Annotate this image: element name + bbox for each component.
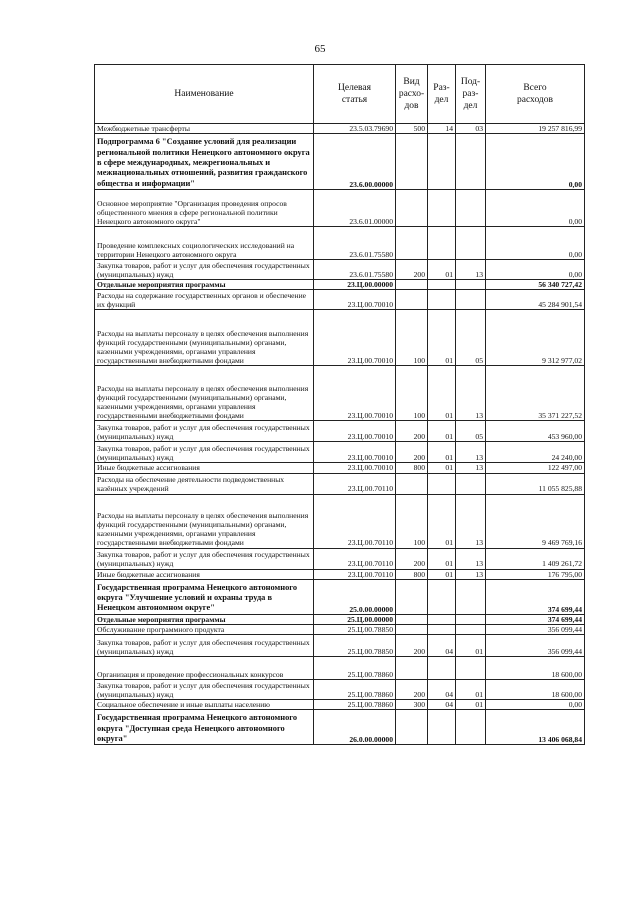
table-body [95,124,585,745]
row-subsection: 13 [456,494,486,548]
row-name: Отдельные мероприятия программы [95,280,314,290]
row-subsection: 13 [456,366,486,421]
header-total: Всего расходов [486,65,585,124]
row-amount: 453 960,00 [486,421,585,442]
row-section [428,134,456,190]
row-expense-type: 800 [396,569,428,579]
row-target-code: 25.Ц.00.78850 [314,625,396,635]
row-subsection [456,625,486,635]
table-row [95,625,585,635]
header-target: Целевая статья [314,65,396,124]
row-expense-type: 200 [396,260,428,280]
row-name: Отдельные мероприятия программы [95,614,314,624]
row-target-code: 23.Ц.00.70110 [314,548,396,569]
row-subsection [456,710,486,745]
row-expense-type: 100 [396,310,428,366]
table-row [95,473,585,494]
row-target-code: 23.Ц.00.70010 [314,290,396,310]
row-target-code: 23.6.00.00000 [314,134,396,190]
table-row [95,134,585,190]
header-name: Наименование [95,65,314,124]
row-name: Основное мероприятие "Организация проведения опросов общественного мнения в сфере региональной политики Ненецкого автономного округа" [95,190,314,227]
row-expense-type: 100 [396,494,428,548]
row-target-code: 23.Ц.00.70110 [314,494,396,548]
row-subsection: 03 [456,124,486,134]
row-subsection [456,473,486,494]
header-section: Раз- дел [428,65,456,124]
row-target-code: 25.Ц.00.78850 [314,635,396,657]
table-row [95,548,585,569]
row-amount: 35 371 227,52 [486,366,585,421]
row-amount: 0,00 [486,227,585,260]
table-row [95,421,585,442]
table-row [95,290,585,310]
row-subsection: 13 [456,463,486,473]
table-row [95,463,585,473]
row-subsection [456,280,486,290]
page-number: 65 [314,43,326,55]
row-section: 01 [428,260,456,280]
row-name: Государственная программа Ненецкого автономного округа "Улучшение условий и охраны труда в Ненецком автономном округе" [95,579,314,614]
row-section: 01 [428,442,456,463]
row-target-code: 23.Ц.00.70010 [314,366,396,421]
row-amount: 9 312 977,02 [486,310,585,366]
row-amount: 374 699,44 [486,579,585,614]
row-name: Закупка товаров, работ и услуг для обеспечения государственных (муниципальных) нужд [95,680,314,700]
row-target-code: 23.Ц.00.70010 [314,310,396,366]
row-section [428,710,456,745]
row-name: Организация и проведение профессиональных конкурсов [95,657,314,680]
row-amount: 0,00 [486,260,585,280]
row-amount: 176 795,00 [486,569,585,579]
row-subsection: 05 [456,421,486,442]
table-row [95,124,585,134]
row-amount: 0,00 [486,700,585,710]
row-subsection: 13 [456,569,486,579]
row-amount: 19 257 816,99 [486,124,585,134]
table-row [95,635,585,657]
row-amount: 0,00 [486,134,585,190]
row-subsection: 01 [456,680,486,700]
row-target-code: 23.5.03.79690 [314,124,396,134]
row-expense-type: 200 [396,442,428,463]
row-expense-type [396,280,428,290]
row-name: Иные бюджетные ассигнования [95,463,314,473]
header-subsection: Под- раз- дел [456,65,486,124]
row-subsection: 13 [456,260,486,280]
row-name: Расходы на выплаты персоналу в целях обеспечения выполнения функций государственными (муниципальными) органами, казенными учреждениями, органами управления государственными внебюджетными фондами [95,494,314,548]
header-type: Вид расхо- дов [396,65,428,124]
row-section [428,657,456,680]
row-amount: 24 240,00 [486,442,585,463]
table-row [95,494,585,548]
row-expense-type [396,625,428,635]
row-name: Проведение комплексных социологических исследований на территории Ненецкого автономного округа [95,227,314,260]
row-target-code: 23.6.01.00000 [314,190,396,227]
row-expense-type: 200 [396,635,428,657]
row-section: 01 [428,569,456,579]
table-row [95,700,585,710]
row-expense-type [396,657,428,680]
row-name: Подпрограмма 6 "Создание условий для реализации региональной политики Ненецкого автономного округа в сфере международных, межрегиональных и межнациональных отношений, развития гражданского общества и информации" [95,134,314,190]
row-expense-type [396,290,428,310]
row-subsection [456,190,486,227]
row-name: Обслуживание программного продукта [95,625,314,635]
row-subsection [456,614,486,624]
row-name: Социальное обеспечение и иные выплаты населению [95,700,314,710]
row-name: Государственная программа Ненецкого автономного округа "Доступная среда Ненецкого автономного округа" [95,710,314,745]
row-target-code: 23.Ц.00.70010 [314,463,396,473]
table-row [95,310,585,366]
table-row [95,710,585,745]
row-section: 01 [428,494,456,548]
row-amount: 1 409 261,72 [486,548,585,569]
table-row [95,227,585,260]
row-name: Закупка товаров, работ и услуг для обеспечения государственных (муниципальных) нужд [95,442,314,463]
row-subsection: 13 [456,442,486,463]
row-subsection: 13 [456,548,486,569]
row-section: 14 [428,124,456,134]
row-section [428,227,456,260]
row-section: 01 [428,548,456,569]
row-name: Закупка товаров, работ и услуг для обеспечения государственных (муниципальных) нужд [95,548,314,569]
row-amount: 374 699,44 [486,614,585,624]
table-row [95,569,585,579]
row-target-code: 23.6.01.75580 [314,260,396,280]
row-expense-type: 300 [396,700,428,710]
row-section: 01 [428,310,456,366]
row-target-code: 26.0.00.00000 [314,710,396,745]
row-subsection [456,134,486,190]
table-row [95,190,585,227]
table-row [95,366,585,421]
row-target-code: 23.Ц.00.70110 [314,569,396,579]
row-subsection: 01 [456,635,486,657]
row-target-code: 23.6.01.75580 [314,227,396,260]
row-name: Расходы на выплаты персоналу в целях обеспечения выполнения функций государственными (муниципальными) органами, казенными учреждениями, органами управления государственными внебюджетными фондами [95,366,314,421]
row-section [428,625,456,635]
row-name: Межбюджетные трансферты [95,124,314,134]
row-subsection [456,227,486,260]
row-expense-type: 800 [396,463,428,473]
row-amount: 11 055 825,88 [486,473,585,494]
table-row [95,442,585,463]
row-expense-type [396,190,428,227]
row-section [428,280,456,290]
row-target-code: 25.Ц.00.00000 [314,614,396,624]
row-expense-type [396,473,428,494]
row-section: 01 [428,463,456,473]
table-row [95,657,585,680]
table-row [95,579,585,614]
table-row [95,680,585,700]
row-name: Расходы на обеспечение деятельности подведомственных казённых учреждений [95,473,314,494]
row-expense-type: 200 [396,548,428,569]
table-header-row [95,65,585,124]
row-section [428,190,456,227]
table-row [95,614,585,624]
row-target-code: 25.Ц.00.78860 [314,657,396,680]
table-row [95,260,585,280]
row-expense-type: 500 [396,124,428,134]
row-amount: 0,00 [486,190,585,227]
row-amount: 18 600,00 [486,680,585,700]
row-amount: 356 099,44 [486,625,585,635]
row-section: 04 [428,680,456,700]
row-section [428,614,456,624]
row-section: 01 [428,421,456,442]
row-expense-type [396,579,428,614]
row-target-code: 23.Ц.00.70110 [314,473,396,494]
row-section: 01 [428,366,456,421]
row-expense-type [396,614,428,624]
row-name: Расходы на выплаты персоналу в целях обеспечения выполнения функций государственными (муниципальными) органами, казенными учреждениями, органами управления государственными внебюджетными фондами [95,310,314,366]
row-amount: 13 406 068,84 [486,710,585,745]
row-amount: 122 497,00 [486,463,585,473]
row-target-code: 23.Ц.00.00000 [314,280,396,290]
budget-table [94,64,585,745]
row-section [428,579,456,614]
row-subsection [456,579,486,614]
row-amount: 9 469 769,16 [486,494,585,548]
row-section: 04 [428,700,456,710]
row-amount: 56 340 727,42 [486,280,585,290]
row-expense-type [396,227,428,260]
row-expense-type [396,710,428,745]
row-section: 04 [428,635,456,657]
row-subsection [456,290,486,310]
row-name: Закупка товаров, работ и услуг для обеспечения государственных (муниципальных) нужд [95,260,314,280]
row-expense-type [396,134,428,190]
row-target-code: 25.Ц.00.78860 [314,700,396,710]
row-expense-type: 100 [396,366,428,421]
row-target-code: 23.Ц.00.70010 [314,442,396,463]
row-section [428,473,456,494]
row-name: Закупка товаров, работ и услуг для обеспечения государственных (муниципальных) нужд [95,421,314,442]
row-target-code: 25.Ц.00.78860 [314,680,396,700]
row-target-code: 25.0.00.00000 [314,579,396,614]
row-expense-type: 200 [396,680,428,700]
row-subsection: 01 [456,700,486,710]
row-amount: 356 099,44 [486,635,585,657]
row-expense-type: 200 [396,421,428,442]
row-amount: 45 284 901,54 [486,290,585,310]
row-subsection [456,657,486,680]
row-target-code: 23.Ц.00.70010 [314,421,396,442]
row-subsection: 05 [456,310,486,366]
row-amount: 18 600,00 [486,657,585,680]
row-name: Расходы на содержание государственных органов и обеспечение их функций [95,290,314,310]
row-name: Иные бюджетные ассигнования [95,569,314,579]
row-name: Закупка товаров, работ и услуг для обеспечения государственных (муниципальных) нужд [95,635,314,657]
row-section [428,290,456,310]
table-row [95,280,585,290]
